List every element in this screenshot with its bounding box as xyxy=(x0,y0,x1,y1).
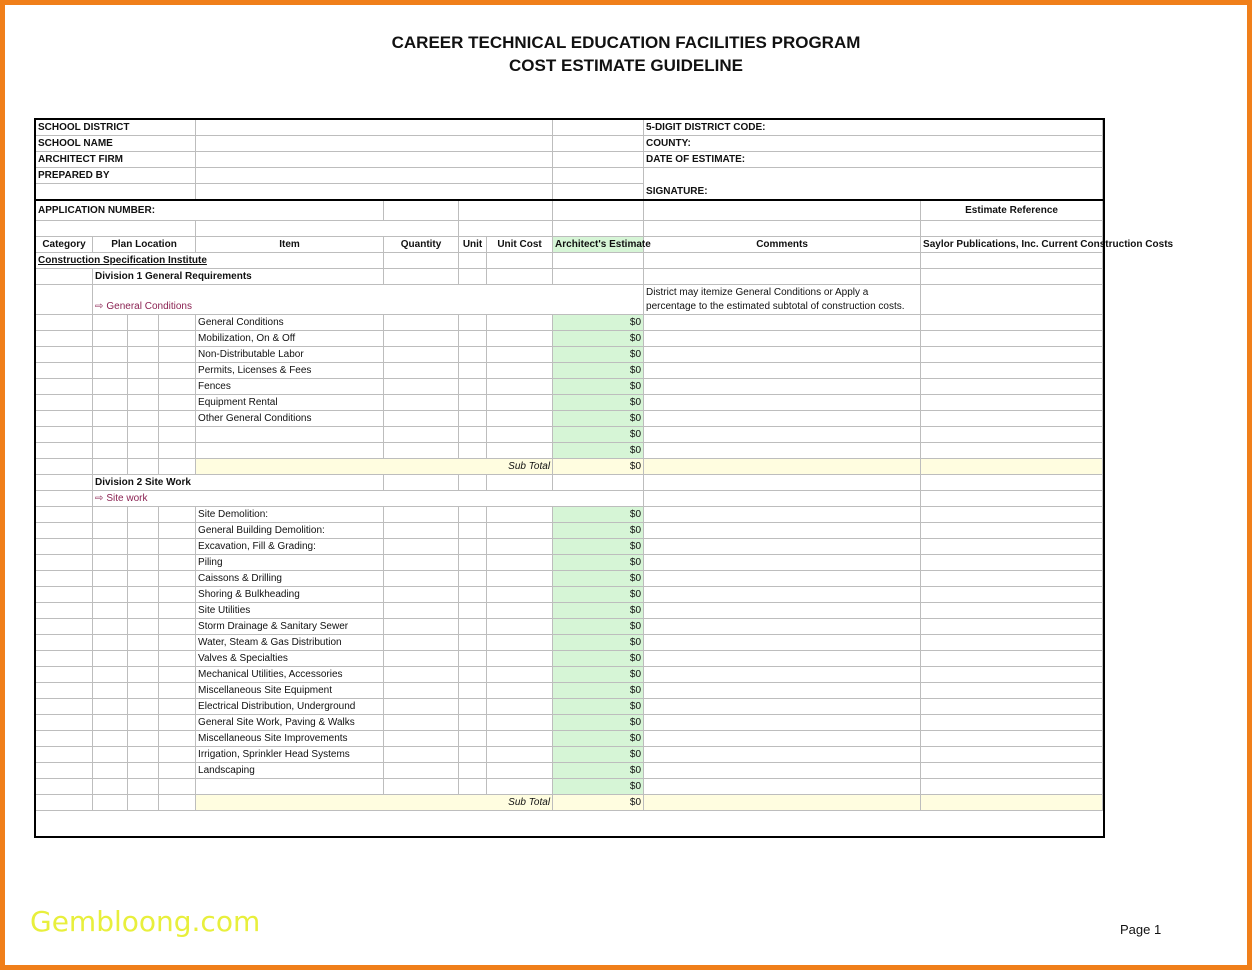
item-name: Caissons & Drilling xyxy=(196,571,384,587)
unit-cell[interactable] xyxy=(459,603,487,619)
table-row xyxy=(36,747,1103,763)
division2-title: Division 2 Site Work xyxy=(93,475,384,491)
reference-cell xyxy=(921,363,1103,379)
quantity-cell[interactable] xyxy=(384,331,459,347)
comment-cell[interactable] xyxy=(644,571,921,587)
quantity-cell[interactable] xyxy=(384,699,459,715)
date-of-estimate-label: DATE OF ESTIMATE: xyxy=(644,152,1103,168)
architect-firm-value[interactable] xyxy=(196,152,553,168)
division2-subsection xyxy=(93,491,644,507)
reference-cell xyxy=(921,587,1103,603)
quantity-cell[interactable] xyxy=(384,779,459,795)
architect-estimate-cell: $0 xyxy=(553,731,644,747)
csi-link[interactable]: Construction Specification Institute xyxy=(36,253,384,269)
quantity-cell[interactable] xyxy=(384,603,459,619)
division1-subsection xyxy=(93,285,644,315)
quantity-cell[interactable] xyxy=(384,427,459,443)
reference-cell xyxy=(921,651,1103,667)
architect-estimate-cell: $0 xyxy=(553,379,644,395)
reference-cell xyxy=(921,699,1103,715)
quantity-cell[interactable] xyxy=(384,523,459,539)
header-quantity: Quantity xyxy=(384,237,459,253)
reference-cell xyxy=(921,619,1103,635)
unit-cost-cell[interactable] xyxy=(487,731,553,747)
comment-cell[interactable] xyxy=(644,331,921,347)
quantity-cell[interactable] xyxy=(384,619,459,635)
architect-estimate-cell: $0 xyxy=(553,651,644,667)
school-district-value[interactable] xyxy=(196,120,553,136)
architect-estimate-cell: $0 xyxy=(553,747,644,763)
item-name: General Site Work, Paving & Walks xyxy=(196,715,384,731)
item-name xyxy=(196,779,384,795)
district-code-label: 5-DIGIT DISTRICT CODE: xyxy=(644,120,1103,136)
item-name: Site Demolition: xyxy=(196,507,384,523)
architect-estimate-cell: $0 xyxy=(553,363,644,379)
comment-cell[interactable] xyxy=(644,699,921,715)
county-label: COUNTY: xyxy=(644,136,1103,152)
reference-cell xyxy=(921,427,1103,443)
unit-cell[interactable] xyxy=(459,635,487,651)
estimate-reference-label: Estimate Reference xyxy=(921,200,1103,221)
architect-estimate-cell: $0 xyxy=(553,315,644,331)
table-row xyxy=(36,587,1103,603)
unit-cell[interactable] xyxy=(459,395,487,411)
table-row xyxy=(36,347,1103,363)
quantity-cell[interactable] xyxy=(384,411,459,427)
item-name: Site Utilities xyxy=(196,603,384,619)
item-name: Miscellaneous Site Improvements xyxy=(196,731,384,747)
table-row xyxy=(36,443,1103,459)
reference-cell xyxy=(921,507,1103,523)
comment-cell[interactable] xyxy=(644,523,921,539)
comment-cell[interactable] xyxy=(644,747,921,763)
reference-cell xyxy=(921,731,1103,747)
comment-cell[interactable] xyxy=(644,347,921,363)
unit-cell[interactable] xyxy=(459,763,487,779)
table-row xyxy=(36,395,1103,411)
table-row xyxy=(36,731,1103,747)
table-row xyxy=(36,331,1103,347)
header-plan-location: Plan Location xyxy=(93,237,196,253)
estimate-sheet xyxy=(35,119,1174,811)
quantity-cell[interactable] xyxy=(384,379,459,395)
unit-cell[interactable] xyxy=(459,427,487,443)
quantity-cell[interactable] xyxy=(384,571,459,587)
unit-cell[interactable] xyxy=(459,731,487,747)
subtotal-label: Sub Total xyxy=(196,795,553,811)
reference-cell xyxy=(921,555,1103,571)
table-row xyxy=(36,683,1103,699)
architect-estimate-cell: $0 xyxy=(553,683,644,699)
comment-cell[interactable] xyxy=(644,427,921,443)
item-name: Mechanical Utilities, Accessories xyxy=(196,667,384,683)
unit-cell[interactable] xyxy=(459,747,487,763)
reference-cell xyxy=(921,523,1103,539)
header-architects-estimate: Architect's Estimate xyxy=(553,237,644,253)
quantity-cell[interactable] xyxy=(384,635,459,651)
quantity-cell[interactable] xyxy=(384,315,459,331)
quantity-cell[interactable] xyxy=(384,747,459,763)
unit-cell[interactable] xyxy=(459,523,487,539)
subtotal-row xyxy=(36,795,1103,811)
header-unit: Unit xyxy=(459,237,487,253)
division2-subsection-label: Site work xyxy=(106,493,148,504)
comment-cell[interactable] xyxy=(644,619,921,635)
item-name: Equipment Rental xyxy=(196,395,384,411)
quantity-cell[interactable] xyxy=(384,363,459,379)
table-row xyxy=(36,715,1103,731)
header-item: Item xyxy=(196,237,384,253)
unit-cell[interactable] xyxy=(459,331,487,347)
unit-cost-cell[interactable] xyxy=(487,715,553,731)
architect-estimate-cell: $0 xyxy=(553,443,644,459)
architect-estimate-cell: $0 xyxy=(553,427,644,443)
quantity-cell[interactable] xyxy=(384,507,459,523)
item-name: Miscellaneous Site Equipment xyxy=(196,683,384,699)
unit-cell[interactable] xyxy=(459,507,487,523)
unit-cell[interactable] xyxy=(459,779,487,795)
division1-title: Division 1 General Requirements xyxy=(93,269,384,285)
quantity-cell[interactable] xyxy=(384,715,459,731)
table-row xyxy=(36,539,1103,555)
item-name: Shoring & Bulkheading xyxy=(196,587,384,603)
architect-estimate-cell: $0 xyxy=(553,779,644,795)
unit-cell[interactable] xyxy=(459,411,487,427)
document-title: CAREER TECHNICAL EDUCATION FACILITIES PROGRAM xyxy=(391,33,861,52)
quantity-cell[interactable] xyxy=(384,443,459,459)
comment-cell[interactable] xyxy=(644,363,921,379)
item-name: Storm Drainage & Sanitary Sewer xyxy=(196,619,384,635)
watermark: Gembloong.com xyxy=(30,905,261,938)
unit-cost-cell[interactable] xyxy=(487,395,553,411)
unit-cost-cell[interactable] xyxy=(487,747,553,763)
item-name: Irrigation, Sprinkler Head Systems xyxy=(196,747,384,763)
comment-cell[interactable] xyxy=(644,667,921,683)
table-row xyxy=(36,635,1103,651)
architect-estimate-cell: $0 xyxy=(553,667,644,683)
comment-cell[interactable] xyxy=(644,779,921,795)
comment-cell[interactable] xyxy=(644,395,921,411)
reference-cell xyxy=(921,667,1103,683)
comment-cell[interactable] xyxy=(644,683,921,699)
quantity-cell[interactable] xyxy=(384,347,459,363)
quantity-cell[interactable] xyxy=(384,395,459,411)
quantity-cell[interactable] xyxy=(384,539,459,555)
table-row xyxy=(36,315,1103,331)
table-row xyxy=(36,427,1103,443)
architect-estimate-cell: $0 xyxy=(553,507,644,523)
subtotal-row xyxy=(36,459,1103,475)
subtotal-value: $0 xyxy=(553,459,644,475)
table-row xyxy=(36,523,1103,539)
reference-cell xyxy=(921,411,1103,427)
table-row xyxy=(36,699,1103,715)
comment-cell[interactable] xyxy=(644,635,921,651)
comment-cell[interactable] xyxy=(644,555,921,571)
reference-cell xyxy=(921,331,1103,347)
table-row xyxy=(36,779,1103,795)
comment-cell[interactable] xyxy=(644,507,921,523)
unit-cost-cell[interactable] xyxy=(487,411,553,427)
unit-cost-cell[interactable] xyxy=(487,651,553,667)
unit-cell[interactable] xyxy=(459,315,487,331)
header-reference: Saylor Publications, Inc. Current Construction Costs xyxy=(921,237,1103,253)
item-name xyxy=(196,427,384,443)
architect-estimate-cell: $0 xyxy=(553,699,644,715)
table-row xyxy=(36,555,1103,571)
header-comments: Comments xyxy=(644,237,921,253)
comment-cell[interactable] xyxy=(644,715,921,731)
unit-cost-cell[interactable] xyxy=(487,555,553,571)
item-name: Non-Distributable Labor xyxy=(196,347,384,363)
signature-label: SIGNATURE: xyxy=(644,168,1103,201)
unit-cost-cell[interactable] xyxy=(487,619,553,635)
architect-estimate-cell: $0 xyxy=(553,619,644,635)
unit-cell[interactable] xyxy=(459,443,487,459)
reference-cell xyxy=(921,747,1103,763)
comment-cell[interactable] xyxy=(644,587,921,603)
table-row xyxy=(36,603,1103,619)
unit-cell[interactable] xyxy=(459,619,487,635)
unit-cell[interactable] xyxy=(459,379,487,395)
quantity-cell[interactable] xyxy=(384,683,459,699)
reference-cell xyxy=(921,763,1103,779)
table-row xyxy=(36,763,1103,779)
item-name: Landscaping xyxy=(196,763,384,779)
table-row xyxy=(36,379,1103,395)
table-row xyxy=(36,507,1103,523)
unit-cost-cell[interactable] xyxy=(487,379,553,395)
unit-cell[interactable] xyxy=(459,347,487,363)
unit-cost-cell[interactable] xyxy=(487,507,553,523)
reference-cell xyxy=(921,395,1103,411)
architect-estimate-cell: $0 xyxy=(553,635,644,651)
quantity-cell[interactable] xyxy=(384,667,459,683)
arrow-right-icon: ⇨ xyxy=(95,301,104,312)
reference-cell xyxy=(921,683,1103,699)
quantity-cell[interactable] xyxy=(384,587,459,603)
item-name: General Building Demolition: xyxy=(196,523,384,539)
division1-subsection-label: General Conditions xyxy=(106,301,192,312)
comment-cell[interactable] xyxy=(644,379,921,395)
reference-cell xyxy=(921,347,1103,363)
reference-cell xyxy=(921,603,1103,619)
unit-cost-cell[interactable] xyxy=(487,347,553,363)
item-name: Water, Steam & Gas Distribution xyxy=(196,635,384,651)
item-name: Mobilization, On & Off xyxy=(196,331,384,347)
unit-cost-cell[interactable] xyxy=(487,571,553,587)
arrow-right-icon: ⇨ xyxy=(95,493,104,504)
unit-cost-cell[interactable] xyxy=(487,635,553,651)
architect-estimate-cell: $0 xyxy=(553,539,644,555)
unit-cell[interactable] xyxy=(459,715,487,731)
unit-cost-cell[interactable] xyxy=(487,523,553,539)
comment-cell[interactable] xyxy=(644,763,921,779)
unit-cost-cell[interactable] xyxy=(487,443,553,459)
architect-estimate-cell: $0 xyxy=(553,763,644,779)
unit-cell[interactable] xyxy=(459,363,487,379)
comment-cell[interactable] xyxy=(644,411,921,427)
item-name: Excavation, Fill & Grading: xyxy=(196,539,384,555)
architect-estimate-cell: $0 xyxy=(553,411,644,427)
architect-estimate-cell: $0 xyxy=(553,715,644,731)
unit-cost-cell[interactable] xyxy=(487,667,553,683)
school-district-label: SCHOOL DISTRICT xyxy=(36,120,196,136)
header-category: Category xyxy=(36,237,93,253)
subtotal-label: Sub Total xyxy=(196,459,553,475)
unit-cost-cell[interactable] xyxy=(487,539,553,555)
table-row xyxy=(36,571,1103,587)
header-unit-cost: Unit Cost xyxy=(487,237,553,253)
architect-estimate-cell: $0 xyxy=(553,523,644,539)
reference-cell xyxy=(921,715,1103,731)
unit-cell[interactable] xyxy=(459,683,487,699)
table-row xyxy=(36,619,1103,635)
prepared-by-value[interactable] xyxy=(196,168,553,184)
reference-cell xyxy=(921,539,1103,555)
unit-cost-cell[interactable] xyxy=(487,363,553,379)
comment-cell[interactable] xyxy=(644,539,921,555)
architect-estimate-cell: $0 xyxy=(553,395,644,411)
unit-cost-cell[interactable] xyxy=(487,763,553,779)
unit-cost-cell[interactable] xyxy=(487,683,553,699)
item-name: Valves & Specialties xyxy=(196,651,384,667)
quantity-cell[interactable] xyxy=(384,555,459,571)
architect-estimate-cell: $0 xyxy=(553,347,644,363)
school-name-value[interactable] xyxy=(196,136,553,152)
reference-cell xyxy=(921,379,1103,395)
table-row xyxy=(36,667,1103,683)
quantity-cell[interactable] xyxy=(384,731,459,747)
unit-cell[interactable] xyxy=(459,571,487,587)
division1-comment: District may itemize General Conditions or Apply a percentage to the estimated subtotal of construction costs. xyxy=(644,285,921,315)
unit-cost-cell[interactable] xyxy=(487,779,553,795)
prepared-by-label: PREPARED BY xyxy=(36,168,196,184)
reference-cell xyxy=(921,315,1103,331)
application-number-label: APPLICATION NUMBER: xyxy=(36,200,384,221)
unit-cell[interactable] xyxy=(459,699,487,715)
unit-cost-cell[interactable] xyxy=(487,331,553,347)
table-row xyxy=(36,411,1103,427)
architect-estimate-cell: $0 xyxy=(553,555,644,571)
page-number: Page 1 xyxy=(1120,922,1162,937)
quantity-cell[interactable] xyxy=(384,763,459,779)
item-name: General Conditions xyxy=(196,315,384,331)
reference-cell xyxy=(921,443,1103,459)
item-name: Permits, Licenses & Fees xyxy=(196,363,384,379)
architect-estimate-cell: $0 xyxy=(553,331,644,347)
item-name: Electrical Distribution, Underground xyxy=(196,699,384,715)
item-name: Other General Conditions xyxy=(196,411,384,427)
unit-cell[interactable] xyxy=(459,667,487,683)
reference-cell xyxy=(921,635,1103,651)
unit-cost-cell[interactable] xyxy=(487,427,553,443)
comment-cell[interactable] xyxy=(644,651,921,667)
reference-cell xyxy=(921,571,1103,587)
item-name xyxy=(196,443,384,459)
unit-cost-cell[interactable] xyxy=(487,699,553,715)
subtotal-value: $0 xyxy=(553,795,644,811)
architect-estimate-cell: $0 xyxy=(553,587,644,603)
architect-estimate-cell: $0 xyxy=(553,603,644,619)
architect-estimate-cell: $0 xyxy=(553,571,644,587)
architect-firm-label: ARCHITECT FIRM xyxy=(36,152,196,168)
quantity-cell[interactable] xyxy=(384,651,459,667)
unit-cell[interactable] xyxy=(459,555,487,571)
unit-cost-cell[interactable] xyxy=(487,603,553,619)
comment-cell[interactable] xyxy=(644,315,921,331)
unit-cell[interactable] xyxy=(459,651,487,667)
comment-cell[interactable] xyxy=(644,603,921,619)
school-name-label: SCHOOL NAME xyxy=(36,136,196,152)
table-row xyxy=(36,363,1103,379)
reference-cell xyxy=(921,779,1103,795)
unit-cell[interactable] xyxy=(459,587,487,603)
comment-cell[interactable] xyxy=(644,731,921,747)
unit-cost-cell[interactable] xyxy=(487,315,553,331)
item-name: Fences xyxy=(196,379,384,395)
table-row xyxy=(36,651,1103,667)
comment-cell[interactable] xyxy=(644,443,921,459)
item-name: Piling xyxy=(196,555,384,571)
unit-cell[interactable] xyxy=(459,539,487,555)
unit-cost-cell[interactable] xyxy=(487,587,553,603)
document-subtitle: COST ESTIMATE GUIDELINE xyxy=(509,56,743,75)
